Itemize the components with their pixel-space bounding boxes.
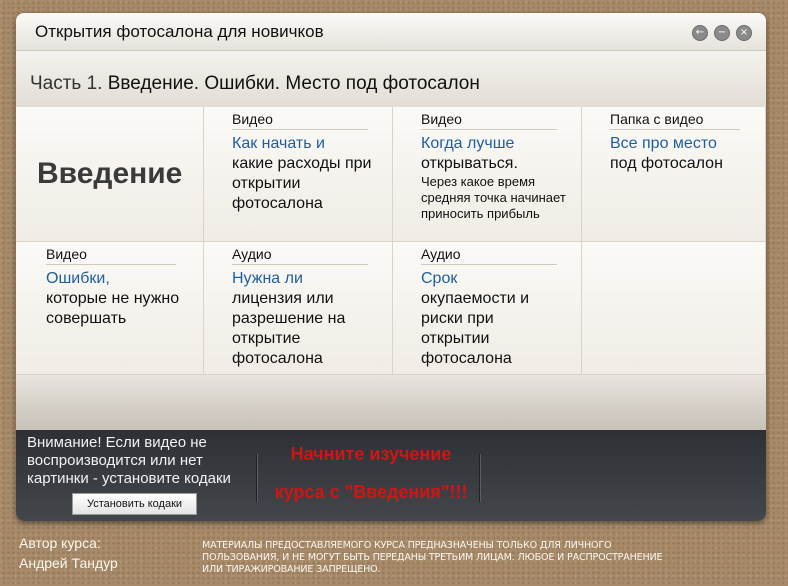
tile-link[interactable]: Как начать и <box>232 135 325 152</box>
tile-type: Папка с видео <box>610 111 704 127</box>
empty-tile <box>582 242 766 375</box>
tile-text <box>610 134 760 174</box>
tile-desc: какие расходы при открытии фотосалона <box>232 155 372 212</box>
divider <box>256 454 258 502</box>
tile-video-start[interactable] <box>204 107 393 242</box>
tile-text <box>232 269 382 369</box>
tile-video-mistakes[interactable] <box>16 242 204 375</box>
section-name: Введение. Ошибки. Место под фотосалон <box>107 73 480 94</box>
codec-warning: Внимание! Если видео не воспроизводится или нет картинки - установите кодаки <box>27 434 231 487</box>
footer-panel <box>16 430 766 521</box>
cta-line-1: Начните изучение <box>290 444 452 464</box>
tile-type: Видео <box>232 111 273 127</box>
tile-link[interactable]: Ошибки, <box>46 270 110 287</box>
tile-subtext: Через какое время средняя точка начинает приносить прибыль <box>421 174 566 221</box>
cta-line-2: курса с "Введения"!!! <box>274 482 468 502</box>
divider <box>421 129 557 130</box>
tile-link[interactable]: Когда лучше <box>421 135 515 152</box>
divider <box>232 129 368 130</box>
section-title <box>30 73 480 95</box>
title-bar <box>16 13 766 51</box>
tile-link[interactable]: Срок <box>421 270 458 287</box>
course-window <box>16 13 766 521</box>
tile-desc: открываться. <box>421 155 518 172</box>
divider <box>421 264 557 265</box>
divider <box>46 264 176 265</box>
tile-type: Аудио <box>421 246 461 262</box>
install-codecs-button[interactable]: Установить кодаки <box>72 493 197 515</box>
tile-text <box>46 269 202 329</box>
divider <box>479 454 481 502</box>
tile-audio-license[interactable] <box>204 242 393 375</box>
tile-desc: лицензия или разрешение на открытие фотосалона <box>232 290 346 367</box>
tile-text <box>421 269 561 369</box>
legal-notice: МАТЕРИАЛЫ ПРЕДОСТАВЛЯЕМОГО КУРСА ПРЕДНАЗНАЧЕНЫ ТОЛЬКО ДЛЯ ЛИЧНОГО ПОЛЬЗОВАНИЯ, И НЕ МОГУТ БЫТЬ ПЕРЕДАНЫ ТРЕТЬИМ ЛИЦАМ. ЛЮБОЕ И РАСПРОСТРАНЕНИЕ ИЛИ ТИРАЖИРОВАНИЕ ЗАПРЕЩЕНО. <box>202 540 663 575</box>
tile-desc: окупаемости и риски при открытии фотосалона <box>421 290 530 367</box>
tile-type: Видео <box>46 246 87 262</box>
tile-video-when[interactable] <box>393 107 582 242</box>
author-name: Андрей Тандур <box>19 555 118 571</box>
close-icon[interactable]: × <box>736 25 752 41</box>
content-spacer <box>16 375 766 430</box>
author-label: Автор курса: <box>19 535 101 551</box>
arrow-left-icon[interactable]: ← <box>692 25 708 41</box>
tile-folder-location[interactable] <box>582 107 766 242</box>
tile-text <box>232 134 382 214</box>
lesson-grid <box>16 107 766 375</box>
tile-link[interactable]: Все про место <box>610 135 717 152</box>
intro-label: Введение <box>37 157 183 190</box>
tile-audio-payback[interactable] <box>393 242 582 375</box>
author-credit <box>19 533 118 573</box>
section-header <box>16 51 766 107</box>
window-title: Открытия фотосалона для новичков <box>35 22 324 41</box>
minimize-icon[interactable]: − <box>714 25 730 41</box>
start-course-cta <box>266 435 476 511</box>
tile-type: Аудио <box>232 246 272 262</box>
divider <box>610 129 740 130</box>
divider <box>232 264 368 265</box>
section-prefix: Часть 1. <box>30 73 103 94</box>
tile-type: Видео <box>421 111 462 127</box>
intro-tile[interactable] <box>16 107 204 242</box>
tile-link[interactable]: Нужна ли <box>232 270 303 287</box>
tile-desc: которые не нужно совершать <box>46 290 180 327</box>
tile-text <box>421 134 573 222</box>
tile-desc: под фотосалон <box>610 155 723 172</box>
